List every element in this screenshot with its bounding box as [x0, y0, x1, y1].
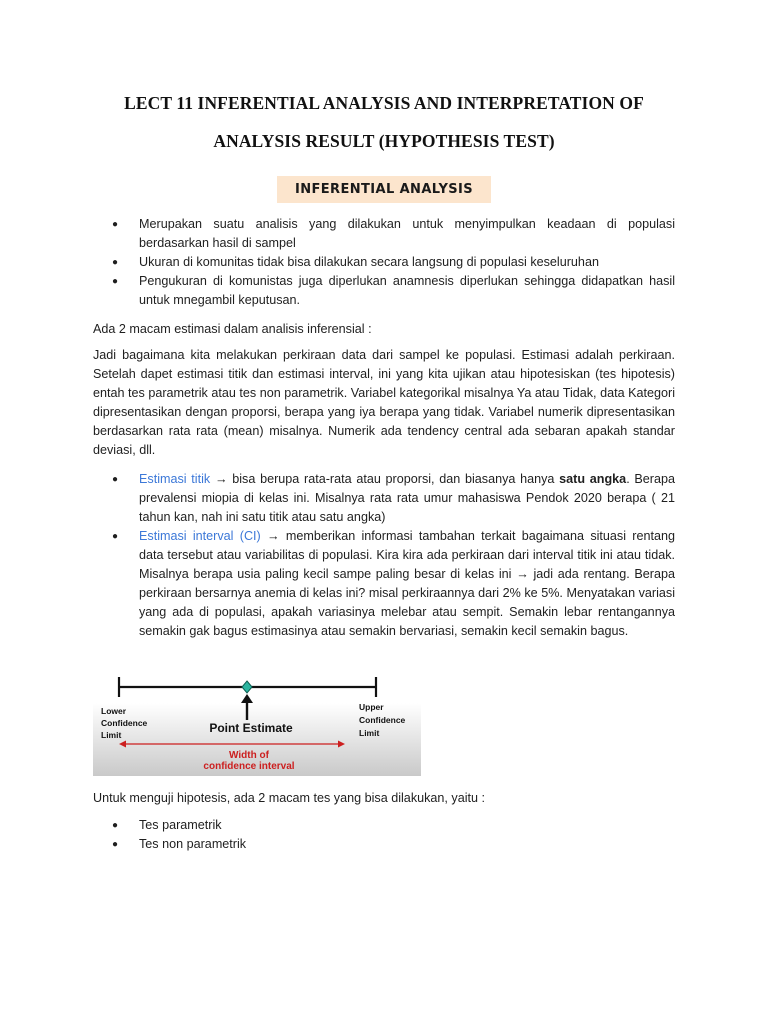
list-item: ● Ukuran di komunitas tidak bisa dilakukan secara langsung di populasi keseluruhan	[93, 253, 675, 272]
term-interval-estimate: Estimasi interval (CI)	[139, 529, 261, 543]
intro-bullet-list	[93, 215, 675, 310]
list-item-point-estimate: ● Estimasi titik → bisa berupa rata-rata atau proporsi, dan biasanya hanya satu angka. Berapa prevalensi miopia di kelas ini. Misalnya rata rata umur mahasiswa Pendok 2020 berapa ( 21 tahun kan, nah ini satu titik atau satu angka)	[112, 472, 676, 524]
term-point-estimate: Estimasi titik	[139, 472, 211, 486]
paragraph-tests: Untuk menguji hipotesis, ada 2 macam tes yang bisa dilakukan, yaitu :	[93, 791, 486, 805]
width-arrow-right-head	[338, 741, 345, 748]
lower-label-line-2: Confidence	[101, 718, 148, 728]
bullet-icon: ●	[112, 257, 119, 268]
width-label-line-1: Width of	[229, 750, 269, 761]
paragraph-explanation: Jadi bagaimana kita melakukan perkiraan data dari sampel ke populasi. Estimasi adalah perkiraan. Setelah dapet estimasi titik dan estimasi interval, ini yang kita ujikan atau hipotesiskan (tes hipotesis) entah tes parametrik atau tes non parametrik. Variabel kategorikal misalnya Ya atau Tidak, data Kategori dipresentasikan dengan proporsi, berapa yang iya berapa yang tidak. Variabel numerik dipresentasikan berdasarkan rata rata (mean) misalnya. Numerik ada tendency central ada sebaran apakah standar deviasi, dll.	[93, 348, 675, 457]
section-heading: INFERENTIAL ANALYSIS	[277, 176, 491, 203]
list-item: ● Tes parametrik	[93, 816, 675, 835]
document-title	[60, 84, 708, 160]
confidence-interval-diagram	[93, 672, 421, 776]
point-arrow-head	[241, 694, 253, 703]
title-line-1: LECT 11 INFERENTIAL ANALYSIS AND INTERPRETATION OF	[124, 93, 644, 113]
lower-label-line-3: Limit	[101, 730, 122, 740]
paragraph-estimation-types: Ada 2 macam estimasi dalam analisis inferensial :	[93, 322, 372, 336]
lower-label-line-1: Lower	[101, 706, 127, 716]
bullet-icon: ●	[112, 839, 119, 850]
list-item: ● Tes non parametrik	[93, 835, 675, 854]
upper-label-line-1: Upper	[359, 702, 384, 712]
list-item: ● Pengukuran di komunistas juga diperlukan anamnesis diperlukan sehingga didapatkan hasil untuk mnegambil keputusan.	[112, 274, 675, 307]
upper-label-line-3: Limit	[359, 728, 380, 738]
confidence-interval-svg	[93, 672, 421, 776]
arrow-icon: →	[516, 567, 529, 581]
bullet-icon: ●	[112, 219, 119, 230]
test-bullet-list	[93, 816, 675, 854]
list-item: ● Merupakan suatu analisis yang dilakukan untuk menyimpulkan keadaan di populasi berdasarkan hasil di sampel	[112, 217, 675, 250]
arrow-icon: →	[214, 472, 228, 486]
point-estimate-marker	[242, 681, 252, 693]
bullet-icon: ●	[112, 276, 119, 287]
estimation-bullet-list	[93, 470, 675, 641]
bullet-icon: ●	[112, 474, 119, 485]
list-item-interval-estimate: ● Estimasi interval (CI) → memberikan informasi tambahan terkait bagaimana situasi rentang data tersebut atau variabilitas di populasi. Kira kira ada perkiraan dari interval titik ini atau tidak. Misalnya berapa usia paling kecil sampe paling besar di kelas ini → jadi ada rentang. Berapa perkiraan bersarnya anemia di kelas ini? misal perkiraannya dari 2% ke 5%. Menyatakan variasi yang ada di populasi, apakah variasinya melebar atau sempit. Semakin lebar rentangannya semakin gak bagus estimasinya atau semakin bervariasi, semakin kecil semakin bagus.	[112, 529, 676, 638]
bullet-icon: ●	[112, 531, 119, 542]
width-arrow-left-head	[119, 741, 126, 748]
arrow-icon: →	[267, 529, 280, 543]
point-estimate-label: Point Estimate	[209, 721, 293, 735]
upper-label-line-2: Confidence	[359, 715, 406, 725]
title-line-2: ANALYSIS RESULT (HYPOTHESIS TEST)	[213, 131, 555, 151]
width-label-line-2: confidence interval	[203, 761, 295, 772]
bullet-icon: ●	[112, 820, 119, 831]
